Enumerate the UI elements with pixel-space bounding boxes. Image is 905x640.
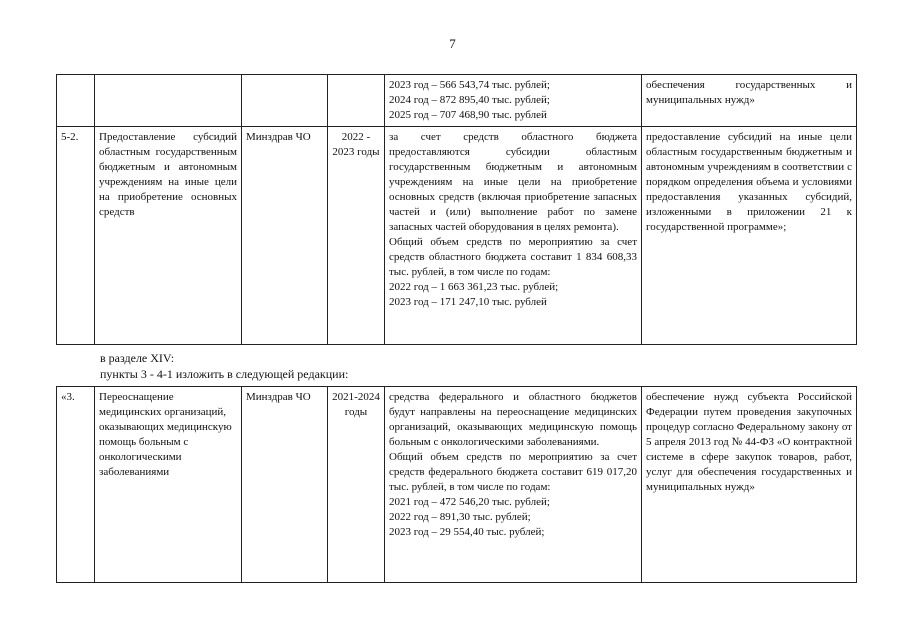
amount-line: 2023 год – 566 543,74 тыс. рублей; — [389, 79, 550, 91]
amount-line: 2024 год – 872 895,40 тыс. рублей; — [389, 94, 550, 106]
cell-period: 2021-2024 годы — [328, 387, 385, 583]
cell-num: 5-2. — [57, 127, 95, 345]
year-line: 2023 год – 29 554,40 тыс. рублей; — [389, 526, 545, 538]
cell-result: предоставление субсидий на иные цели областным государственным бюджетным и автономным учреждениям в соответствии с порядком определения объема и условиями предоставления указанных субсидий, изложенными в приложении 21 к государственной программе»; — [642, 127, 857, 345]
cell-num: «3. — [57, 387, 95, 583]
cell-num — [57, 75, 95, 127]
page-number: 7 — [449, 36, 456, 51]
cell-period: 2022 - 2023 годы — [328, 127, 385, 345]
description-text: средства федерального и областного бюджетов будут направлены на переоснащение медицинских организаций, оказывающих медицинскую помощь больным с онкологическими заболеваниями. — [389, 391, 637, 448]
year-line: 2022 год – 1 663 361,23 тыс. рублей; — [389, 281, 559, 293]
total-text: Общий объем средств по мероприятию за счет средств областного бюджета составит 1 834 608,33 тыс. рублей, в том числе по годам: — [389, 236, 637, 278]
table-row — [57, 75, 857, 127]
section-intro: пункты 3 - 4-1 изложить в следующей редакции: — [100, 367, 349, 381]
measures-table-new — [56, 386, 857, 583]
cell-executor: Минздрав ЧО — [242, 127, 328, 345]
cell-period — [328, 75, 385, 127]
amount-line: 2025 год – 707 468,90 тыс. рублей — [389, 109, 547, 121]
cell-description — [385, 127, 642, 345]
table-row — [57, 127, 857, 345]
cell-description — [385, 387, 642, 583]
cell-executor: Минздрав ЧО — [242, 387, 328, 583]
year-line: 2021 год – 472 546,20 тыс. рублей; — [389, 496, 550, 508]
cell-result: обеспечения государственных и муниципальных нужд» — [642, 75, 857, 127]
measures-table-continued — [56, 74, 857, 345]
cell-executor — [242, 75, 328, 127]
cell-name: Предоставление субсидий областным государственным бюджетным и автономным учреждениям на иные цели на приобретение основных средств — [95, 127, 242, 345]
table-row — [57, 387, 857, 583]
year-line: 2022 год – 891,30 тыс. рублей; — [389, 511, 531, 523]
total-text: Общий объем средств по мероприятию за счет средств федерального бюджета составит 619 017,20 тыс. рублей, в том числе по годам: — [389, 451, 637, 493]
description-text: за счет средств областного бюджета предоставляются субсидии областным государственным бюджетным и автономным учреждениям на иные цели на приобретение основных средств (включая приобретение запасных частей и (или) выполнение работ по замене запасных частей оборудования в целях ремонта). — [389, 131, 637, 233]
cell-name — [95, 75, 242, 127]
section-intro: в разделе XIV: — [100, 351, 175, 365]
cell-result: обеспечение нужд субъекта Российской Федерации путем проведения закупочных процедур согласно Федеральному закону от 5 апреля 2013 год № 44-ФЗ «О контрактной системе в сфере закупок товаров, работ, услуг для обеспечения государственных и муниципальных нужд» — [642, 387, 857, 583]
cell-description — [385, 75, 642, 127]
year-line: 2023 год – 171 247,10 тыс. рублей — [389, 296, 547, 308]
cell-name: Переоснащение медицинских организаций, оказывающих медицинскую помощь больным с онкологическими заболеваниями — [95, 387, 242, 583]
